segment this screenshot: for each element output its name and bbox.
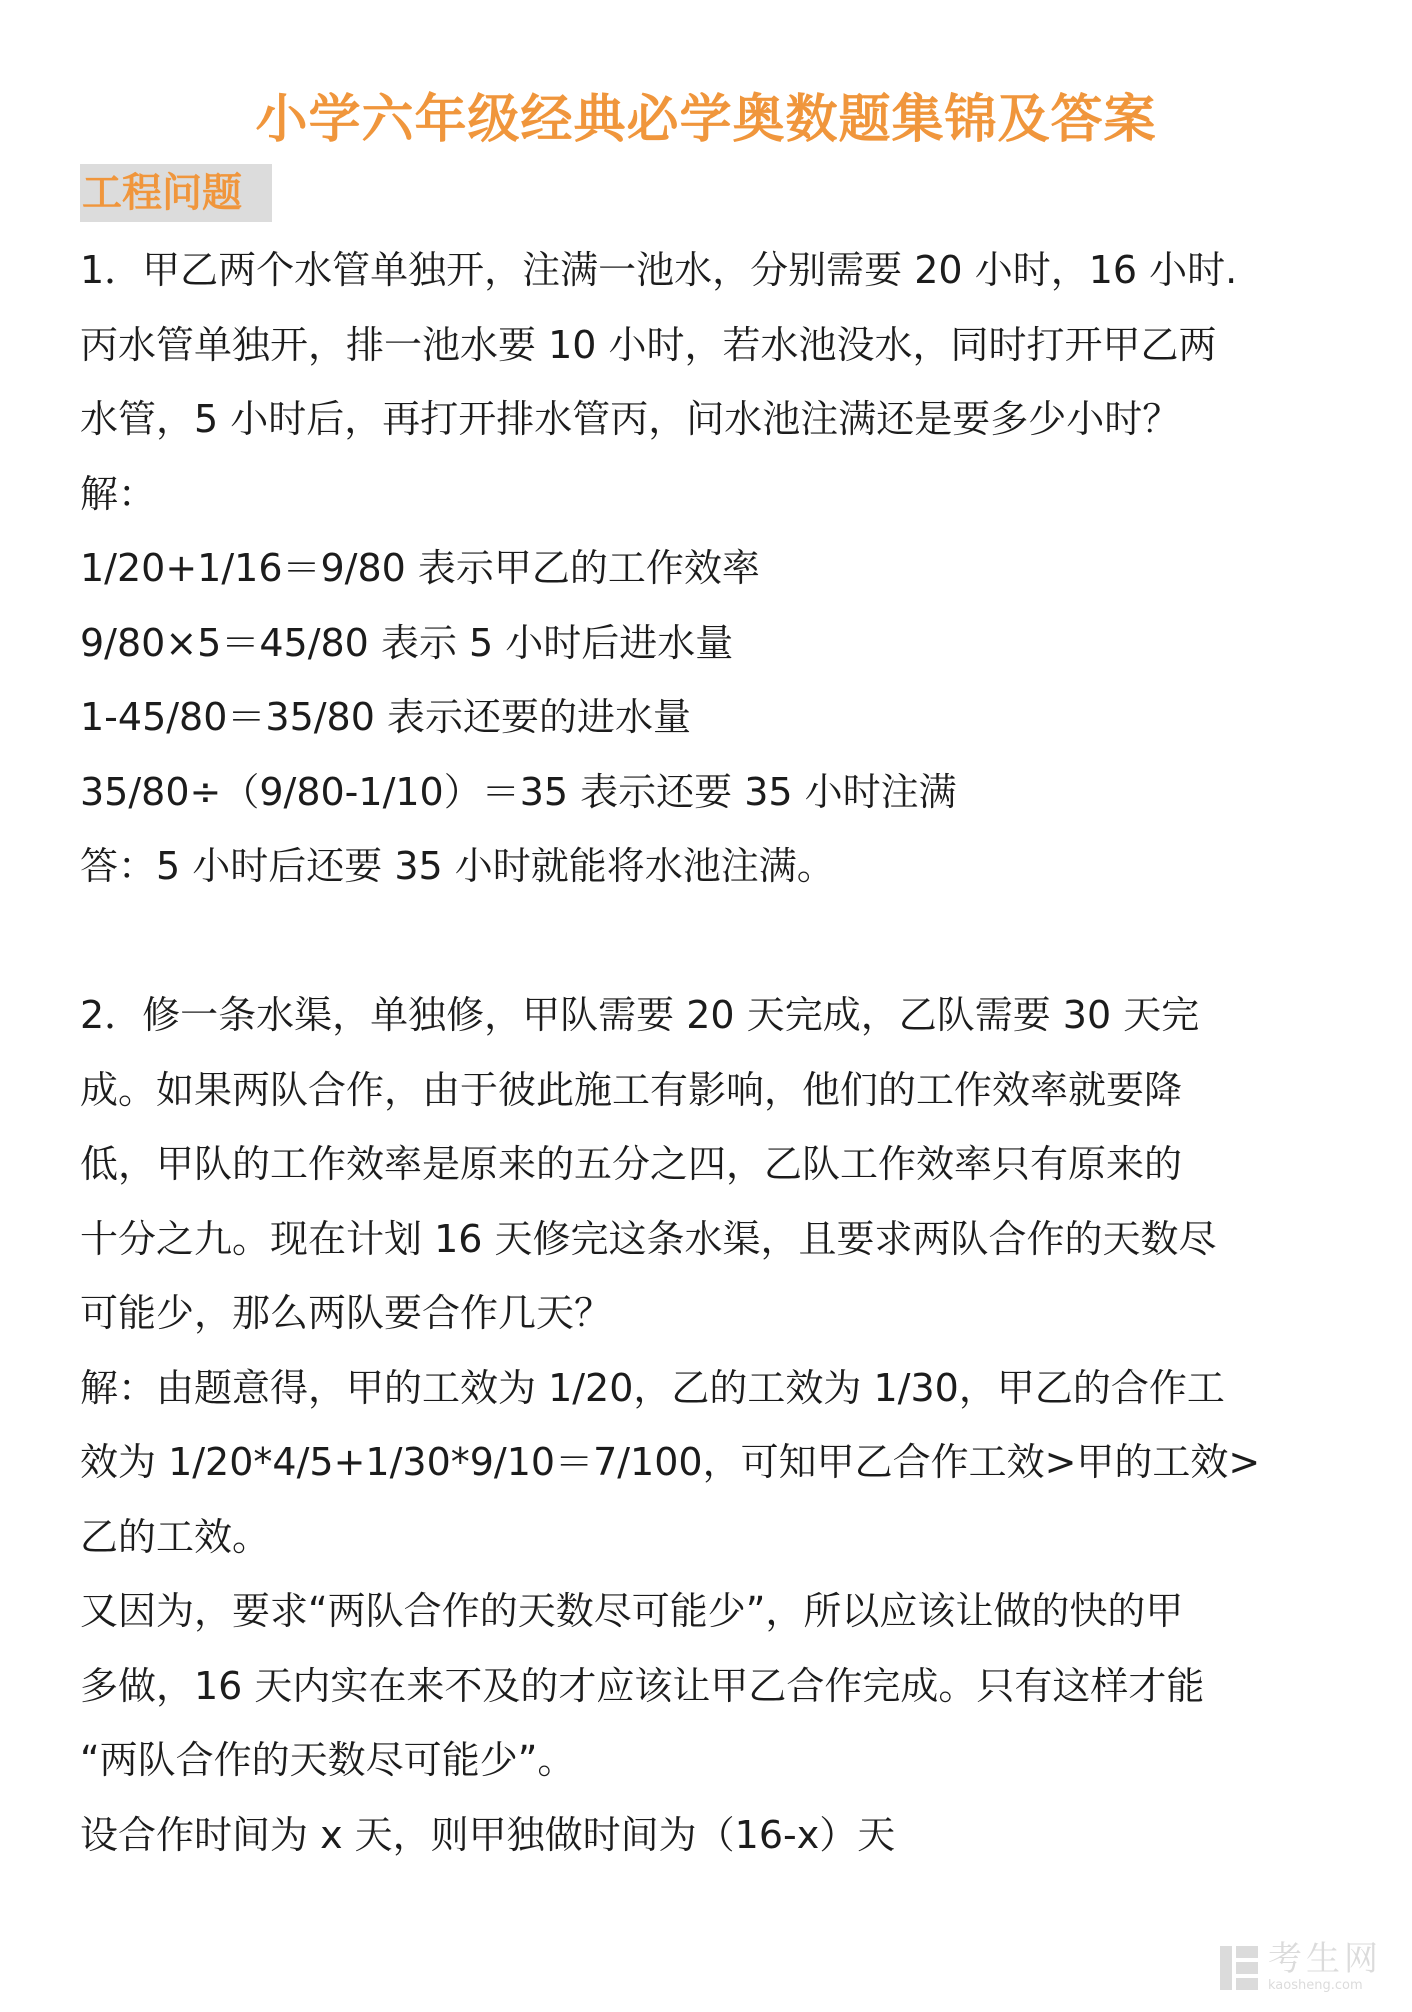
text-line: 设合作时间为 x 天，则甲独做时间为（16-x）天 [80,1812,896,1857]
text-line: 又因为，要求“两队合作的天数尽可能少”，所以应该让做的快的甲 [80,1589,1184,1633]
text-line: 成。如果两队合作，由于彼此施工有影响，他们的工作效率就要降 [80,1067,1183,1112]
text-line: 35/80÷（9/80-1/10）＝35 表示还要 35 小时注满 [80,769,957,814]
document-body [80,233,1340,1872]
section-label: 工程问题 [80,164,272,222]
watermark-name: 考生网 [1268,1939,1382,1979]
text-line: 十分之九。现在计划 16 天修完这条水渠，且要求两队合作的天数尽 [80,1216,1217,1261]
text-line: 可能少，那么两队要合作几天？ [80,1291,613,1335]
text-line: 2．修一条水渠，单独修，甲队需要 20 天完成，乙队需要 30 天完 [80,993,1200,1037]
text-line: 低，甲队的工作效率是原来的五分之四，乙队工作效率只有原来的 [80,1142,1183,1186]
text-line: 解：由题意得，甲的工效为 1/20，乙的工效为 1/30，甲乙的合作工 [80,1365,1225,1410]
text-line: 丙水管单独开，排一池水要 10 小时，若水池没水，同时打开甲乙两 [80,322,1217,367]
text-line: 1-45/80＝35/80 表示还要的进水量 [80,695,691,739]
text-line: 效为 1/20*4/5+1/30*9/10＝7/100，可知甲乙合作工效>甲的工效> [80,1440,1261,1484]
blank-line [80,904,1340,979]
watermark-url: kaosheng.com [1268,1978,1363,1993]
text-line: “两队合作的天数尽可能少”。 [80,1738,576,1782]
text-line: 解： [80,471,157,516]
watermark [1218,1940,1382,1994]
document-title: 小学六年级经典必学奥数题集锦及答案 [255,90,1157,150]
text-line: 乙的工效。 [80,1514,271,1559]
text-line: 水管，5 小时后，再打开排水管丙，问水池注满还是要多少小时？ [80,397,1181,441]
text-line: 1/20+1/16＝9/80 表示甲乙的工作效率 [80,546,760,590]
text-line: 1．甲乙两个水管单独开，注满一池水，分别需要 20 小时，16 小时. [80,248,1238,292]
text-line: 多做，16 天内实在来不及的才应该让甲乙合作完成。只有这样才能 [80,1663,1205,1708]
text-line: 答：5 小时后还要 35 小时就能将水池注满。 [80,844,835,888]
text-line: 9/80×5＝45/80 表示 5 小时后进水量 [80,620,734,665]
kaosheng-logo-icon [1218,1942,1260,1994]
